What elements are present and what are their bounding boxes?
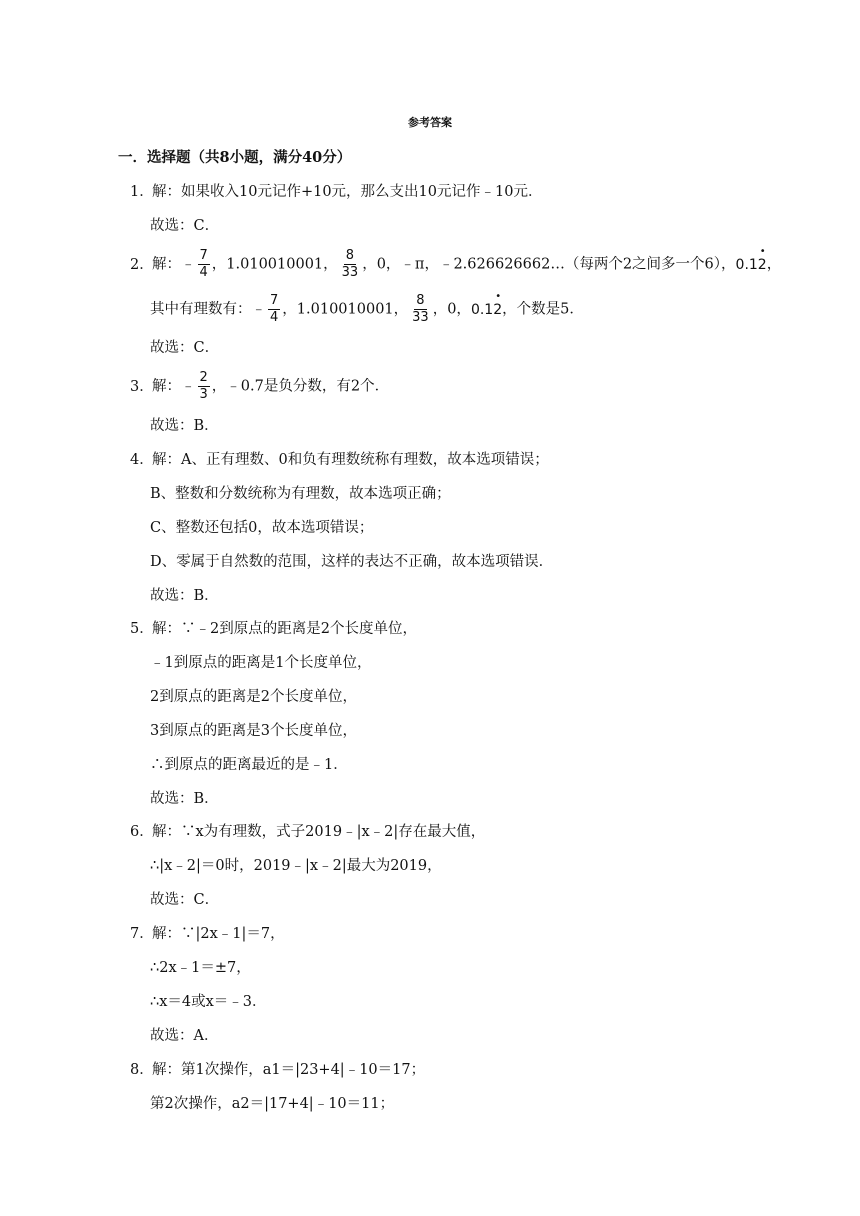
solution-text: 解：∵﹣2到原点的距离是2个长度单位，: [152, 621, 417, 637]
question-2-line-2: [150, 290, 584, 325]
solution-line: ∴x＝4或x＝﹣3．: [150, 994, 267, 1010]
denominator: 4: [270, 310, 279, 325]
repeat-dot: •: [495, 290, 502, 302]
solution-text: 解：﹣: [152, 378, 196, 395]
denominator: 4: [199, 265, 208, 280]
fraction: [198, 370, 210, 403]
solution-text: 解：第1次操作，a1＝|23+4|﹣10＝17；: [152, 1062, 426, 1078]
solution-line: 2到原点的距离是2个长度单位，: [150, 689, 357, 705]
section-heading: 一．选择题（共8小题，满分40分）: [118, 149, 352, 166]
solution-text: ，0，﹣π，﹣2.626626662…（每两个2之间多一个6），: [362, 256, 736, 273]
question-2: [130, 245, 782, 280]
solution-line: ∴|x﹣2|＝0时，2019﹣|x﹣2|最大为2019，: [150, 858, 442, 874]
numerator: 7: [270, 293, 279, 308]
question-number: 2．: [130, 256, 154, 273]
numerator: 2: [199, 370, 208, 385]
answer-1: 故选：C．: [150, 218, 220, 234]
fraction: [198, 248, 210, 281]
solution-line: ∴到原点的距离最近的是﹣1．: [150, 757, 348, 773]
numerator: 8: [345, 248, 355, 263]
question-1: [130, 182, 542, 202]
question-7: [130, 924, 285, 944]
answer-6: 故选：C．: [150, 892, 220, 908]
fraction: [410, 293, 431, 326]
question-number: 4．: [130, 452, 154, 468]
solution-line: B、整数和分数统称为有理数，故本选项正确；: [150, 486, 451, 502]
numerator: 8: [416, 293, 425, 308]
solution-text: 解：﹣: [152, 256, 196, 273]
question-number: 3．: [130, 378, 154, 395]
decimal-value: 0.12: [470, 301, 503, 318]
solution-text: 解：A、正有理数、0和负有理数统称有理数，故本选项错误；: [152, 452, 549, 468]
solution-line: D、零属于自然数的范围，这样的表达不正确，故本选项错误．: [150, 554, 554, 570]
question-number: 6．: [130, 824, 154, 840]
question-4: [130, 450, 549, 470]
answer-4: 故选：B．: [150, 588, 219, 604]
repeat-dot: •: [759, 245, 766, 257]
numerator: 7: [199, 248, 208, 263]
question-3: [130, 370, 389, 402]
answer-2: 故选：C．: [150, 340, 220, 356]
solution-text: ，1.010010001，: [211, 256, 338, 273]
question-number: 5．: [130, 621, 154, 637]
answer-7: 故选：A．: [150, 1028, 219, 1044]
question-number: 8．: [130, 1062, 154, 1078]
solution-text: ，﹣0.7是负分数，有2个．: [211, 378, 390, 395]
solution-text: 解：如果收入10元记作+10元，那么支出10元记作﹣10元．: [152, 184, 543, 200]
solution-line: ﹣1到原点的距离是1个长度单位，: [150, 655, 372, 671]
question-8: [130, 1060, 425, 1080]
solution-line: ∴2x﹣1＝±7，: [150, 960, 251, 976]
question-number: 1．: [130, 184, 154, 200]
answer-5: 故选：B．: [150, 791, 219, 807]
solution-text: ，个数是5．: [502, 301, 584, 318]
solution-text: 解：∵x为有理数，式子2019﹣|x﹣2|存在最大值，: [152, 824, 486, 840]
solution-text: ，1.010010001，: [282, 301, 409, 318]
solution-text: ，: [766, 256, 782, 273]
question-6: [130, 822, 485, 842]
solution-text: ，0，: [432, 301, 471, 318]
decimal-value: 0.12: [735, 256, 767, 273]
answer-3: 故选：B．: [150, 418, 219, 434]
solution-text: 解：∵|2x﹣1|＝7，: [152, 926, 285, 942]
denominator: 33: [341, 265, 359, 280]
solution-line: C、整数还包括0，故本选项错误；: [150, 520, 374, 536]
solution-line: 第2次操作，a2＝|17+4|﹣10＝11；: [150, 1096, 395, 1112]
fraction: [268, 293, 280, 326]
solution-line: 3到原点的距离是3个长度单位，: [150, 723, 357, 739]
denominator: 33: [412, 310, 429, 325]
fraction: [340, 248, 361, 281]
question-5: [130, 619, 417, 639]
repeating-decimal: [735, 245, 767, 273]
solution-text: 其中有理数有：﹣: [150, 301, 266, 318]
question-number: 7．: [130, 926, 154, 942]
repeating-decimal: [470, 290, 503, 318]
denominator: 3: [199, 387, 208, 402]
page-title: 参考答案: [408, 116, 452, 129]
